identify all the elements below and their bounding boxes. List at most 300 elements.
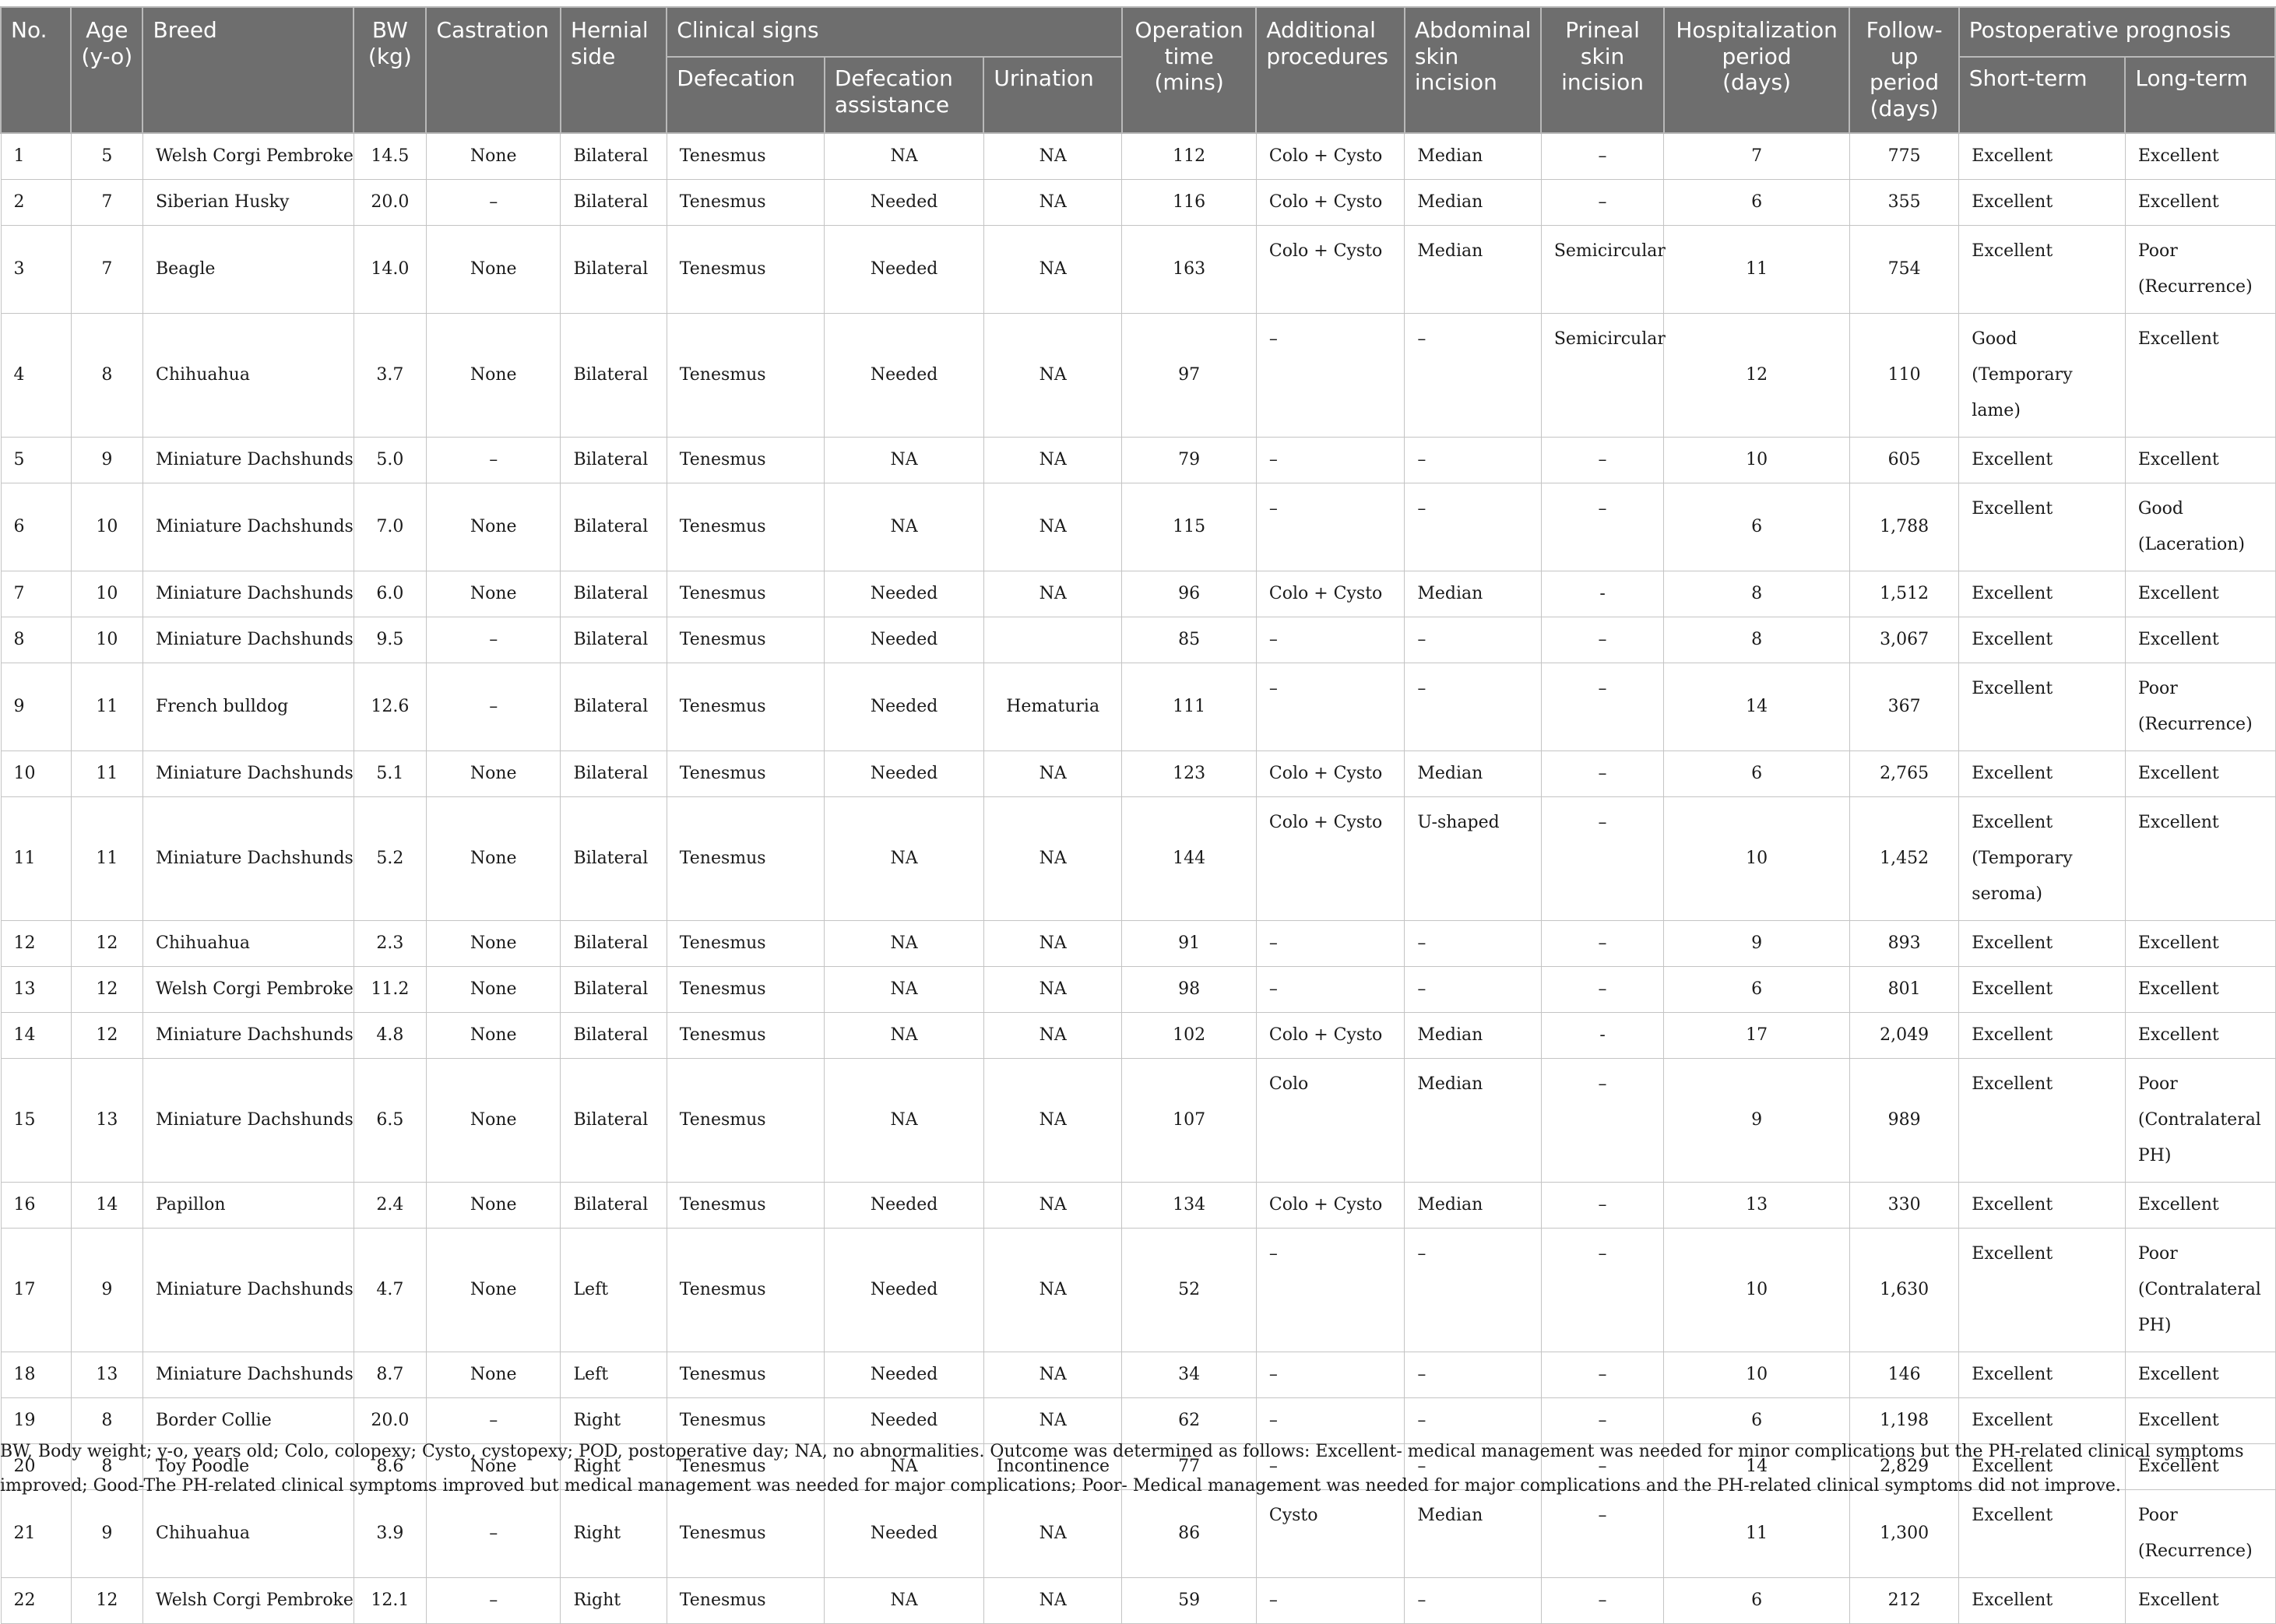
cell-defecation-assistance: NA — [825, 967, 984, 1013]
cell-age: 12 — [71, 1578, 142, 1624]
table-row — [1, 617, 2275, 663]
cell-bw: 14.5 — [354, 133, 426, 180]
cell-bw: 6.5 — [354, 1059, 426, 1183]
cell-hernial-side: Bilateral — [561, 1183, 667, 1229]
table-row — [1, 967, 2275, 1013]
cell-long-term: Excellent — [2125, 617, 2275, 663]
cell-hernial-side: Bilateral — [561, 314, 667, 438]
cell-hernial-side: Bilateral — [561, 133, 667, 180]
cell-hernial-side: Bilateral — [561, 617, 667, 663]
cell-short-term: Excellent — [1959, 438, 2126, 483]
cell-age: 11 — [71, 751, 142, 797]
cell-long-term: Poor (Recurrence) — [2125, 663, 2275, 751]
cell-hernial-side: Bilateral — [561, 967, 667, 1013]
cell-long-term: Excellent — [2125, 1398, 2275, 1444]
cell-castration: None — [426, 571, 560, 617]
cell-urination: NA — [983, 571, 1122, 617]
cell-long-term: Excellent — [2125, 1444, 2275, 1490]
cell-defecation-assistance: NA — [825, 133, 984, 180]
cell-follow-up-period: 146 — [1849, 1352, 1958, 1398]
cell-prineal-skin-incision: – — [1541, 1059, 1663, 1183]
cell-operation-time: 62 — [1122, 1398, 1256, 1444]
cell-abdominal-skin-incision: – — [1405, 921, 1541, 967]
cell-long-term: Excellent — [2125, 797, 2275, 921]
table-row — [1, 226, 2275, 314]
cell-operation-time: 98 — [1122, 967, 1256, 1013]
cell-no: 7 — [1, 571, 71, 617]
cell-additional-procedures: Colo — [1256, 1059, 1405, 1183]
cell-bw: 4.8 — [354, 1013, 426, 1059]
cell-follow-up-period: 1,630 — [1849, 1229, 1958, 1352]
cell-defecation-assistance: Needed — [825, 1183, 984, 1229]
cell-breed: Miniature Dachshunds — [142, 797, 354, 921]
table-footnote: BW, Body weight; y-o, years old; Colo, colopexy; Cysto, cystopexy; POD, postoperative day; NA, no abnormalities. Outcome was determined as follows: Excellent- medical management was needed for minor complications but the PH-related clinical symptoms improved; Good-The PH-related clinical symptoms improved but medical management was needed for major complications; Poor- Medical management was needed for major complications and the PH-related clinical symptoms did not improve. — [0, 1442, 2244, 1496]
cell-urination: NA — [983, 1059, 1122, 1183]
header-urination: Urination — [983, 57, 1122, 133]
cell-bw: 14.0 — [354, 226, 426, 314]
cell-defecation-assistance: NA — [825, 1444, 984, 1490]
cell-defecation-assistance: Needed — [825, 180, 984, 226]
cell-long-term: Excellent — [2125, 438, 2275, 483]
cell-defecation-assistance: Needed — [825, 226, 984, 314]
cell-bw: 3.9 — [354, 1490, 426, 1578]
cell-hospitalization-period: 11 — [1664, 1490, 1850, 1578]
cell-castration: None — [426, 483, 560, 571]
cell-operation-time: 59 — [1122, 1578, 1256, 1624]
table-row — [1, 1183, 2275, 1229]
cell-castration: – — [426, 438, 560, 483]
cell-hospitalization-period: 9 — [1664, 921, 1850, 967]
cell-defecation: Tenesmus — [667, 1352, 825, 1398]
cell-long-term: Excellent — [2125, 967, 2275, 1013]
cell-hospitalization-period: 6 — [1664, 967, 1850, 1013]
cell-short-term: Excellent — [1959, 663, 2126, 751]
header-breed: Breed — [142, 7, 354, 133]
cell-short-term: Excellent — [1959, 921, 2126, 967]
cell-age: 13 — [71, 1352, 142, 1398]
header-postoperative-prognosis: Postoperative prognosis — [1959, 7, 2275, 57]
cell-abdominal-skin-incision: Median — [1405, 751, 1541, 797]
cell-no: 15 — [1, 1059, 71, 1183]
cell-follow-up-period: 605 — [1849, 438, 1958, 483]
cell-follow-up-period: 1,512 — [1849, 571, 1958, 617]
cell-urination: NA — [983, 180, 1122, 226]
cell-additional-procedures: – — [1256, 1229, 1405, 1352]
cell-breed: Siberian Husky — [142, 180, 354, 226]
cell-castration: None — [426, 1229, 560, 1352]
cell-hospitalization-period: 12 — [1664, 314, 1850, 438]
cell-long-term: Poor (Recurrence) — [2125, 1490, 2275, 1578]
cell-prineal-skin-incision: - — [1541, 1013, 1663, 1059]
cell-breed: Miniature Dachshunds — [142, 1059, 354, 1183]
cell-bw: 8.7 — [354, 1352, 426, 1398]
table-container — [0, 6, 2276, 1624]
cell-short-term: Excellent — [1959, 967, 2126, 1013]
cell-defecation-assistance: Needed — [825, 663, 984, 751]
cell-additional-procedures: – — [1256, 617, 1405, 663]
cell-operation-time: 115 — [1122, 483, 1256, 571]
cell-operation-time: 134 — [1122, 1183, 1256, 1229]
cell-hernial-side: Bilateral — [561, 571, 667, 617]
cell-defecation: Tenesmus — [667, 797, 825, 921]
cell-breed: Chihuahua — [142, 314, 354, 438]
cell-hospitalization-period: 7 — [1664, 133, 1850, 180]
cell-abdominal-skin-incision: – — [1405, 1398, 1541, 1444]
cell-defecation-assistance: NA — [825, 921, 984, 967]
cell-bw: 12.1 — [354, 1578, 426, 1624]
cell-long-term: Excellent — [2125, 921, 2275, 967]
cell-operation-time: 86 — [1122, 1490, 1256, 1578]
cell-defecation: Tenesmus — [667, 921, 825, 967]
table-row — [1, 921, 2275, 967]
cell-additional-procedures: – — [1256, 438, 1405, 483]
cell-short-term: Excellent — [1959, 1578, 2126, 1624]
cell-hospitalization-period: 9 — [1664, 1059, 1850, 1183]
cell-no: 16 — [1, 1183, 71, 1229]
cell-breed: Papillon — [142, 1183, 354, 1229]
cell-hospitalization-period: 13 — [1664, 1183, 1850, 1229]
cell-castration: – — [426, 1578, 560, 1624]
cell-additional-procedures: Colo + Cysto — [1256, 1013, 1405, 1059]
cell-short-term: Excellent — [1959, 1013, 2126, 1059]
cell-breed: Miniature Dachshunds — [142, 751, 354, 797]
cell-abdominal-skin-incision: – — [1405, 663, 1541, 751]
cell-follow-up-period: 367 — [1849, 663, 1958, 751]
cell-hernial-side: Bilateral — [561, 1059, 667, 1183]
cell-additional-procedures: Colo + Cysto — [1256, 226, 1405, 314]
cell-bw: 4.7 — [354, 1229, 426, 1352]
table-row — [1, 133, 2275, 180]
cell-operation-time: 144 — [1122, 797, 1256, 921]
cell-hospitalization-period: 8 — [1664, 571, 1850, 617]
cell-defecation-assistance: Needed — [825, 1490, 984, 1578]
cell-operation-time: 163 — [1122, 226, 1256, 314]
cell-breed: Miniature Dachshunds — [142, 483, 354, 571]
cell-prineal-skin-incision: – — [1541, 617, 1663, 663]
cell-bw: 5.0 — [354, 438, 426, 483]
cell-bw: 8.6 — [354, 1444, 426, 1490]
cell-short-term: Excellent — [1959, 1444, 2126, 1490]
cell-urination: Hematuria — [983, 663, 1122, 751]
cell-follow-up-period: 1,452 — [1849, 797, 1958, 921]
cell-breed: Toy Poodle — [142, 1444, 354, 1490]
cell-castration: – — [426, 180, 560, 226]
cell-short-term: Excellent — [1959, 483, 2126, 571]
cell-hernial-side: Bilateral — [561, 751, 667, 797]
cell-urination: NA — [983, 1490, 1122, 1578]
cell-additional-procedures: – — [1256, 1352, 1405, 1398]
cell-operation-time: 96 — [1122, 571, 1256, 617]
cell-abdominal-skin-incision: Median — [1405, 1490, 1541, 1578]
table-row — [1, 1578, 2275, 1624]
cell-short-term: Excellent — [1959, 1059, 2126, 1183]
cell-short-term: Excellent — [1959, 1398, 2126, 1444]
cell-additional-procedures: – — [1256, 314, 1405, 438]
cell-hernial-side: Bilateral — [561, 226, 667, 314]
cell-abdominal-skin-incision: Median — [1405, 1013, 1541, 1059]
cell-defecation-assistance: Needed — [825, 571, 984, 617]
cell-prineal-skin-incision: – — [1541, 663, 1663, 751]
cell-urination: NA — [983, 1229, 1122, 1352]
cell-additional-procedures: Colo + Cysto — [1256, 751, 1405, 797]
cell-no: 14 — [1, 1013, 71, 1059]
cell-castration: – — [426, 617, 560, 663]
cell-defecation-assistance: Needed — [825, 1398, 984, 1444]
cell-prineal-skin-incision: – — [1541, 1352, 1663, 1398]
cell-no: 4 — [1, 314, 71, 438]
cell-no: 9 — [1, 663, 71, 751]
cell-operation-time: 116 — [1122, 180, 1256, 226]
cell-abdominal-skin-incision: Median — [1405, 180, 1541, 226]
cell-no: 3 — [1, 226, 71, 314]
cell-no: 1 — [1, 133, 71, 180]
cell-abdominal-skin-incision: – — [1405, 1352, 1541, 1398]
cell-short-term: Excellent — [1959, 226, 2126, 314]
cell-additional-procedures: – — [1256, 1578, 1405, 1624]
cell-abdominal-skin-incision: – — [1405, 483, 1541, 571]
cell-castration: None — [426, 1352, 560, 1398]
cell-defecation: Tenesmus — [667, 1229, 825, 1352]
cell-follow-up-period: 2,829 — [1849, 1444, 1958, 1490]
cell-defecation-assistance: Needed — [825, 617, 984, 663]
cell-no: 22 — [1, 1578, 71, 1624]
header-additional-procedures: Additional procedures — [1256, 7, 1405, 133]
cell-long-term: Excellent — [2125, 1578, 2275, 1624]
cell-age: 10 — [71, 617, 142, 663]
cell-no: 13 — [1, 967, 71, 1013]
cell-breed: Welsh Corgi Pembroke — [142, 1578, 354, 1624]
cell-castration: None — [426, 1444, 560, 1490]
cell-bw: 2.4 — [354, 1183, 426, 1229]
cell-castration: None — [426, 133, 560, 180]
cell-additional-procedures: Cysto — [1256, 1490, 1405, 1578]
cell-additional-procedures: Colo + Cysto — [1256, 571, 1405, 617]
cell-castration: None — [426, 797, 560, 921]
cell-hospitalization-period: 6 — [1664, 1398, 1850, 1444]
cell-no: 11 — [1, 797, 71, 921]
cell-breed: Miniature Dachshunds — [142, 1229, 354, 1352]
cell-age: 8 — [71, 1398, 142, 1444]
cell-follow-up-period: 893 — [1849, 921, 1958, 967]
cell-bw: 9.5 — [354, 617, 426, 663]
cell-no: 10 — [1, 751, 71, 797]
cell-breed: Chihuahua — [142, 921, 354, 967]
cell-additional-procedures: – — [1256, 1398, 1405, 1444]
cell-prineal-skin-incision: – — [1541, 483, 1663, 571]
cell-age: 9 — [71, 1490, 142, 1578]
cell-abdominal-skin-incision: Median — [1405, 226, 1541, 314]
cell-prineal-skin-incision: – — [1541, 438, 1663, 483]
header-defecation-assistance: Defecation assistance — [825, 57, 984, 133]
cell-defecation-assistance: Needed — [825, 1229, 984, 1352]
cell-no: 21 — [1, 1490, 71, 1578]
cell-hernial-side: Bilateral — [561, 483, 667, 571]
cell-prineal-skin-incision: – — [1541, 133, 1663, 180]
cell-follow-up-period: 1,788 — [1849, 483, 1958, 571]
cell-no: 19 — [1, 1398, 71, 1444]
cell-age: 11 — [71, 663, 142, 751]
cell-additional-procedures: – — [1256, 1444, 1405, 1490]
cell-abdominal-skin-incision: Median — [1405, 1059, 1541, 1183]
cell-castration: – — [426, 1490, 560, 1578]
cell-long-term: Good (Laceration) — [2125, 483, 2275, 571]
table-row — [1, 663, 2275, 751]
header-clinical-signs: Clinical signs — [667, 7, 1122, 57]
cell-hospitalization-period: 10 — [1664, 438, 1850, 483]
cell-defecation-assistance: NA — [825, 483, 984, 571]
cell-urination: NA — [983, 751, 1122, 797]
cell-follow-up-period: 989 — [1849, 1059, 1958, 1183]
cell-urination: NA — [983, 314, 1122, 438]
cell-short-term: Excellent — [1959, 1490, 2126, 1578]
cell-short-term: Excellent — [1959, 751, 2126, 797]
cell-breed: Border Collie — [142, 1398, 354, 1444]
cell-defecation: Tenesmus — [667, 133, 825, 180]
cell-defecation: Tenesmus — [667, 1490, 825, 1578]
cell-castration: None — [426, 921, 560, 967]
cell-abdominal-skin-incision: – — [1405, 617, 1541, 663]
cell-long-term: Poor (Contralateral PH) — [2125, 1229, 2275, 1352]
cell-defecation: Tenesmus — [667, 1578, 825, 1624]
cell-age: 5 — [71, 133, 142, 180]
cell-hospitalization-period: 17 — [1664, 1013, 1850, 1059]
cell-prineal-skin-incision: – — [1541, 1183, 1663, 1229]
cell-defecation-assistance: NA — [825, 1578, 984, 1624]
cell-abdominal-skin-incision: Median — [1405, 1183, 1541, 1229]
cell-no: 8 — [1, 617, 71, 663]
cell-bw: 3.7 — [354, 314, 426, 438]
cell-additional-procedures: – — [1256, 483, 1405, 571]
header-operation-time: Operation time (mins) — [1122, 7, 1256, 133]
cell-operation-time: 91 — [1122, 921, 1256, 967]
cell-operation-time: 123 — [1122, 751, 1256, 797]
cell-hospitalization-period: 6 — [1664, 1578, 1850, 1624]
cell-defecation: Tenesmus — [667, 571, 825, 617]
cell-age: 12 — [71, 921, 142, 967]
cell-defecation: Tenesmus — [667, 483, 825, 571]
table-row — [1, 1013, 2275, 1059]
cell-operation-time: 79 — [1122, 438, 1256, 483]
cell-long-term: Excellent — [2125, 751, 2275, 797]
cell-follow-up-period: 110 — [1849, 314, 1958, 438]
cell-hospitalization-period: 14 — [1664, 1444, 1850, 1490]
cell-short-term: Excellent — [1959, 1229, 2126, 1352]
cell-age: 13 — [71, 1059, 142, 1183]
header-defecation: Defecation — [667, 57, 825, 133]
cell-defecation: Tenesmus — [667, 226, 825, 314]
header-no: No. — [1, 7, 71, 133]
cell-additional-procedures: Colo + Cysto — [1256, 180, 1405, 226]
cell-operation-time: 85 — [1122, 617, 1256, 663]
cell-operation-time: 52 — [1122, 1229, 1256, 1352]
cell-hospitalization-period: 10 — [1664, 797, 1850, 921]
cell-long-term: Excellent — [2125, 1352, 2275, 1398]
cell-hernial-side: Bilateral — [561, 797, 667, 921]
header-follow-up-period: Follow- up period (days) — [1849, 7, 1958, 133]
cell-bw: 12.6 — [354, 663, 426, 751]
cell-prineal-skin-incision: Semicircular — [1541, 314, 1663, 438]
cell-hernial-side: Right — [561, 1444, 667, 1490]
cell-urination: NA — [983, 483, 1122, 571]
cell-no: 12 — [1, 921, 71, 967]
cell-abdominal-skin-incision: Median — [1405, 571, 1541, 617]
cell-bw: 5.1 — [354, 751, 426, 797]
cell-hospitalization-period: 8 — [1664, 617, 1850, 663]
cell-defecation-assistance: Needed — [825, 314, 984, 438]
cell-defecation-assistance: NA — [825, 797, 984, 921]
cell-defecation: Tenesmus — [667, 180, 825, 226]
cell-bw: 20.0 — [354, 1398, 426, 1444]
header-hernial-side: Hernial side — [561, 7, 667, 133]
cell-short-term: Excellent — [1959, 1352, 2126, 1398]
cell-prineal-skin-incision: – — [1541, 797, 1663, 921]
cell-breed: Miniature Dachshunds — [142, 1352, 354, 1398]
cell-abdominal-skin-incision: Median — [1405, 133, 1541, 180]
cell-long-term: Excellent — [2125, 571, 2275, 617]
cell-no: 18 — [1, 1352, 71, 1398]
cell-follow-up-period: 775 — [1849, 133, 1958, 180]
cell-castration: None — [426, 314, 560, 438]
cell-additional-procedures: – — [1256, 663, 1405, 751]
cell-breed: Welsh Corgi Pembroke — [142, 133, 354, 180]
cell-hernial-side: Bilateral — [561, 180, 667, 226]
header-bw: BW (kg) — [354, 7, 426, 133]
cell-defecation-assistance: NA — [825, 438, 984, 483]
cell-hernial-side: Bilateral — [561, 1013, 667, 1059]
cell-breed: Welsh Corgi Pembroke — [142, 967, 354, 1013]
cell-defecation: Tenesmus — [667, 967, 825, 1013]
header-castration: Castration — [426, 7, 560, 133]
cell-abdominal-skin-incision: – — [1405, 1229, 1541, 1352]
cell-castration: – — [426, 1398, 560, 1444]
cell-defecation: Tenesmus — [667, 617, 825, 663]
cell-long-term: Poor (Contralateral PH) — [2125, 1059, 2275, 1183]
cell-additional-procedures: Colo + Cysto — [1256, 133, 1405, 180]
cell-additional-procedures: – — [1256, 967, 1405, 1013]
cell-bw: 2.3 — [354, 921, 426, 967]
table-row — [1, 797, 2275, 921]
cell-breed: Miniature Dachshunds — [142, 571, 354, 617]
cell-breed: Beagle — [142, 226, 354, 314]
table-header — [1, 7, 2275, 133]
cell-breed: Miniature Dachshunds — [142, 438, 354, 483]
cell-operation-time: 111 — [1122, 663, 1256, 751]
table-row — [1, 571, 2275, 617]
table-row — [1, 1059, 2275, 1183]
cell-age: 7 — [71, 180, 142, 226]
cell-urination: NA — [983, 967, 1122, 1013]
clinical-data-table — [0, 6, 2276, 1624]
cell-hospitalization-period: 6 — [1664, 751, 1850, 797]
cell-short-term: Excellent — [1959, 571, 2126, 617]
cell-age: 8 — [71, 1444, 142, 1490]
cell-age: 9 — [71, 1229, 142, 1352]
cell-follow-up-period: 2,765 — [1849, 751, 1958, 797]
cell-hernial-side: Left — [561, 1229, 667, 1352]
cell-defecation: Tenesmus — [667, 438, 825, 483]
cell-urination: NA — [983, 797, 1122, 921]
cell-castration: – — [426, 663, 560, 751]
cell-castration: None — [426, 1013, 560, 1059]
cell-abdominal-skin-incision: – — [1405, 1578, 1541, 1624]
cell-hospitalization-period: 6 — [1664, 483, 1850, 571]
cell-no: 17 — [1, 1229, 71, 1352]
cell-prineal-skin-incision: – — [1541, 967, 1663, 1013]
cell-follow-up-period: 801 — [1849, 967, 1958, 1013]
cell-abdominal-skin-incision: – — [1405, 1444, 1541, 1490]
cell-prineal-skin-incision: – — [1541, 1490, 1663, 1578]
table-row — [1, 180, 2275, 226]
